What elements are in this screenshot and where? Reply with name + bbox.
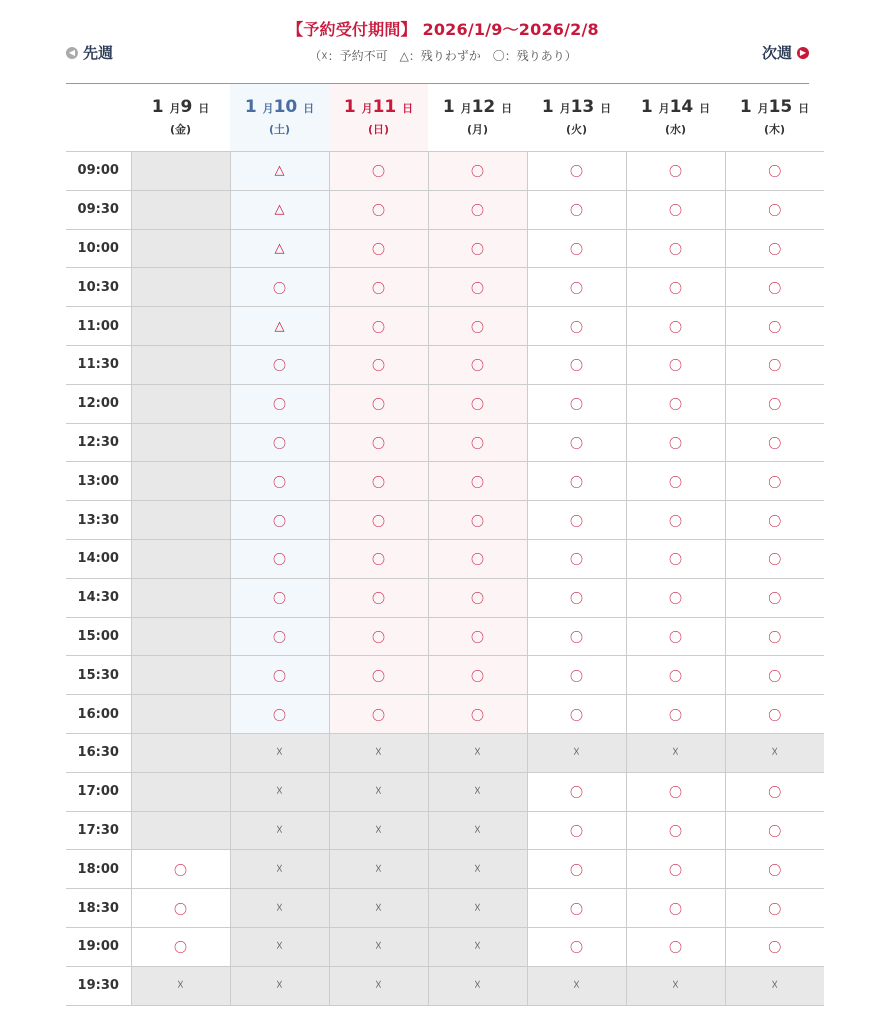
- slot-available[interactable]: 〇: [131, 927, 230, 966]
- day-date: [626, 97, 725, 119]
- slot-unavailable: ☓: [230, 811, 329, 850]
- slot-empty: [131, 539, 230, 578]
- day-unit: 日: [198, 102, 210, 115]
- slot-empty: [131, 307, 230, 346]
- slot-unavailable: ☓: [230, 850, 329, 889]
- slot-available[interactable]: 〇: [527, 578, 626, 617]
- weekday-label: (日): [367, 123, 390, 136]
- slot-available[interactable]: 〇: [626, 617, 725, 656]
- slot-available[interactable]: 〇: [527, 850, 626, 889]
- day-header: [725, 84, 824, 152]
- time-slot-row: [66, 307, 824, 346]
- time-label: 15:30: [66, 656, 131, 695]
- slot-empty: [131, 190, 230, 229]
- slot-available[interactable]: 〇: [329, 656, 428, 695]
- time-slot-row: [66, 345, 824, 384]
- time-slot-row: [66, 850, 824, 889]
- slot-available[interactable]: 〇: [329, 190, 428, 229]
- month-unit: 月: [559, 102, 571, 115]
- slot-available[interactable]: 〇: [527, 772, 626, 811]
- slot-empty: [131, 462, 230, 501]
- day-date: [527, 97, 626, 119]
- month-unit: 月: [460, 102, 472, 115]
- slot-empty: [131, 772, 230, 811]
- day-header: [527, 84, 626, 152]
- weekday-label: (水): [664, 123, 687, 136]
- schedule-table: [66, 84, 824, 1006]
- day-number: 12: [471, 97, 496, 117]
- slot-unavailable: ☓: [725, 733, 824, 772]
- time-slot-row: [66, 656, 824, 695]
- slot-available[interactable]: 〇: [527, 384, 626, 423]
- slot-empty: [131, 268, 230, 307]
- slot-available[interactable]: 〇: [725, 811, 824, 850]
- slot-available[interactable]: 〇: [329, 268, 428, 307]
- day-unit: 日: [402, 102, 414, 115]
- time-slot-row: [66, 423, 824, 462]
- slot-few-left[interactable]: △: [230, 190, 329, 229]
- prev-week-label: 先週: [83, 44, 114, 62]
- slot-unavailable: ☓: [626, 966, 725, 1005]
- slot-available[interactable]: 〇: [725, 229, 824, 268]
- slot-available[interactable]: 〇: [527, 927, 626, 966]
- slot-available[interactable]: 〇: [527, 268, 626, 307]
- time-slot-row: [66, 927, 824, 966]
- day-unit: 日: [798, 102, 810, 115]
- slot-available[interactable]: 〇: [626, 190, 725, 229]
- slot-available[interactable]: 〇: [527, 501, 626, 540]
- slot-available[interactable]: 〇: [725, 152, 824, 191]
- slot-available[interactable]: 〇: [626, 229, 725, 268]
- slot-available[interactable]: 〇: [428, 539, 527, 578]
- day-header: [230, 84, 329, 152]
- slot-available[interactable]: 〇: [329, 423, 428, 462]
- day-unit: 日: [303, 102, 315, 115]
- slot-few-left[interactable]: △: [230, 307, 329, 346]
- month-number: 1: [151, 97, 164, 117]
- slot-empty: [131, 733, 230, 772]
- slot-available[interactable]: 〇: [725, 501, 824, 540]
- slot-available[interactable]: 〇: [626, 307, 725, 346]
- slot-unavailable: ☓: [428, 927, 527, 966]
- time-label: 18:00: [66, 850, 131, 889]
- slot-available[interactable]: 〇: [329, 384, 428, 423]
- slot-available[interactable]: 〇: [725, 345, 824, 384]
- time-label: 15:00: [66, 617, 131, 656]
- slot-unavailable: ☓: [527, 966, 626, 1005]
- time-label: 17:30: [66, 811, 131, 850]
- slot-unavailable: ☓: [626, 733, 725, 772]
- slot-available[interactable]: 〇: [428, 384, 527, 423]
- slot-available[interactable]: 〇: [725, 190, 824, 229]
- day-number: 11: [372, 97, 397, 117]
- slot-available[interactable]: 〇: [428, 578, 527, 617]
- month-unit: 月: [262, 102, 274, 115]
- slot-available[interactable]: 〇: [725, 927, 824, 966]
- slot-available[interactable]: 〇: [527, 307, 626, 346]
- slot-available[interactable]: 〇: [725, 656, 824, 695]
- time-label: 19:30: [66, 966, 131, 1005]
- slot-available[interactable]: 〇: [527, 229, 626, 268]
- slot-available[interactable]: 〇: [329, 345, 428, 384]
- slot-few-left[interactable]: △: [230, 152, 329, 191]
- time-slot-row: [66, 772, 824, 811]
- month-number: 1: [244, 97, 257, 117]
- slot-available[interactable]: 〇: [230, 268, 329, 307]
- slot-unavailable: ☓: [428, 889, 527, 928]
- time-slot-row: [66, 501, 824, 540]
- day-date: [428, 97, 527, 119]
- weekday-label: (火): [565, 123, 588, 136]
- slot-available[interactable]: 〇: [527, 889, 626, 928]
- month-number: 1: [541, 97, 554, 117]
- slot-empty: [131, 617, 230, 656]
- slot-available[interactable]: 〇: [527, 190, 626, 229]
- slot-available[interactable]: 〇: [725, 462, 824, 501]
- time-label: 11:00: [66, 307, 131, 346]
- time-label: 12:00: [66, 384, 131, 423]
- time-slot-row: [66, 229, 824, 268]
- slot-available[interactable]: 〇: [626, 811, 725, 850]
- next-week-link[interactable]: [762, 42, 809, 63]
- slot-unavailable: ☓: [428, 811, 527, 850]
- slot-available[interactable]: 〇: [725, 695, 824, 734]
- slot-available[interactable]: 〇: [230, 345, 329, 384]
- slot-available[interactable]: 〇: [626, 850, 725, 889]
- month-number: 1: [739, 97, 752, 117]
- slot-available[interactable]: 〇: [527, 656, 626, 695]
- time-slot-row: [66, 695, 824, 734]
- slot-unavailable: ☓: [329, 850, 428, 889]
- prev-week-link[interactable]: [66, 42, 113, 63]
- slot-available[interactable]: 〇: [626, 423, 725, 462]
- slot-available[interactable]: 〇: [230, 578, 329, 617]
- slot-available[interactable]: 〇: [626, 578, 725, 617]
- slot-available[interactable]: 〇: [527, 617, 626, 656]
- slot-unavailable: ☓: [230, 772, 329, 811]
- slot-empty: [131, 578, 230, 617]
- day-number: 10: [273, 97, 298, 117]
- weekday-label: (月): [466, 123, 489, 136]
- time-slot-row: [66, 811, 824, 850]
- slot-available[interactable]: 〇: [527, 345, 626, 384]
- slot-empty: [131, 345, 230, 384]
- weekday-label: (土): [268, 123, 291, 136]
- slot-empty: [131, 695, 230, 734]
- slot-unavailable: ☓: [230, 733, 329, 772]
- slot-unavailable: ☓: [428, 850, 527, 889]
- time-label: 09:00: [66, 152, 131, 191]
- slot-available[interactable]: 〇: [725, 268, 824, 307]
- slot-available[interactable]: 〇: [725, 889, 824, 928]
- day-header-row: [66, 84, 824, 152]
- day-number: 14: [669, 97, 694, 117]
- day-unit: 日: [501, 102, 513, 115]
- day-header: [626, 84, 725, 152]
- time-label: 18:30: [66, 889, 131, 928]
- slot-available[interactable]: 〇: [725, 578, 824, 617]
- time-slot-row: [66, 578, 824, 617]
- slot-available[interactable]: 〇: [230, 423, 329, 462]
- slot-unavailable: ☓: [329, 927, 428, 966]
- slot-available[interactable]: 〇: [626, 695, 725, 734]
- slot-available[interactable]: 〇: [626, 152, 725, 191]
- day-header: [131, 84, 230, 152]
- slot-available[interactable]: 〇: [329, 695, 428, 734]
- day-number: 15: [768, 97, 793, 117]
- day-number: 9: [180, 97, 193, 117]
- slot-unavailable: ☓: [131, 966, 230, 1005]
- corner-cell: [66, 84, 131, 152]
- slot-available[interactable]: 〇: [428, 345, 527, 384]
- month-unit: 月: [757, 102, 769, 115]
- slot-available[interactable]: 〇: [329, 229, 428, 268]
- month-number: 1: [343, 97, 356, 117]
- time-label: 16:30: [66, 733, 131, 772]
- slot-available[interactable]: 〇: [428, 152, 527, 191]
- time-slot-row: [66, 617, 824, 656]
- slot-available[interactable]: 〇: [329, 462, 428, 501]
- slot-empty: [131, 656, 230, 695]
- slot-unavailable: ☓: [329, 811, 428, 850]
- time-label: 10:30: [66, 268, 131, 307]
- slot-available[interactable]: 〇: [329, 617, 428, 656]
- slot-available[interactable]: 〇: [527, 152, 626, 191]
- time-label: 19:00: [66, 927, 131, 966]
- slot-available[interactable]: 〇: [527, 811, 626, 850]
- slot-available[interactable]: 〇: [428, 617, 527, 656]
- slot-unavailable: ☓: [329, 733, 428, 772]
- slot-available[interactable]: 〇: [428, 501, 527, 540]
- weekday-label: (金): [169, 123, 192, 136]
- month-number: 1: [640, 97, 653, 117]
- slot-available[interactable]: 〇: [725, 772, 824, 811]
- day-date: [131, 97, 230, 119]
- slot-unavailable: ☓: [725, 966, 824, 1005]
- slot-available[interactable]: 〇: [329, 539, 428, 578]
- slot-available[interactable]: 〇: [626, 539, 725, 578]
- time-label: 17:00: [66, 772, 131, 811]
- slot-unavailable: ☓: [428, 772, 527, 811]
- slot-available[interactable]: 〇: [626, 268, 725, 307]
- slot-available[interactable]: 〇: [527, 539, 626, 578]
- day-date: [329, 97, 428, 119]
- slot-empty: [131, 811, 230, 850]
- chevron-right-icon: ▶: [797, 47, 809, 59]
- slot-few-left[interactable]: △: [230, 229, 329, 268]
- time-slot-row: [66, 462, 824, 501]
- slot-available[interactable]: 〇: [329, 307, 428, 346]
- availability-legend: （☓：予約不可 △：残りわずか 〇：残りあり）: [309, 49, 577, 63]
- slot-empty: [131, 501, 230, 540]
- slot-available[interactable]: 〇: [428, 268, 527, 307]
- slot-available[interactable]: 〇: [428, 229, 527, 268]
- day-unit: 日: [699, 102, 711, 115]
- time-slot-row: [66, 268, 824, 307]
- day-date: [725, 97, 824, 119]
- slot-available[interactable]: 〇: [626, 772, 725, 811]
- time-label: 13:00: [66, 462, 131, 501]
- time-slot-row: [66, 889, 824, 928]
- month-unit: 月: [658, 102, 670, 115]
- time-label: 11:30: [66, 345, 131, 384]
- slot-available[interactable]: 〇: [527, 462, 626, 501]
- slot-unavailable: ☓: [230, 966, 329, 1005]
- slot-available[interactable]: 〇: [230, 656, 329, 695]
- slot-available[interactable]: 〇: [626, 927, 725, 966]
- slot-available[interactable]: 〇: [725, 384, 824, 423]
- slot-available[interactable]: 〇: [131, 889, 230, 928]
- slot-available[interactable]: 〇: [626, 345, 725, 384]
- time-slot-row: [66, 384, 824, 423]
- slot-available[interactable]: 〇: [527, 423, 626, 462]
- slot-unavailable: ☓: [230, 927, 329, 966]
- slot-available[interactable]: 〇: [428, 423, 527, 462]
- slot-available[interactable]: 〇: [230, 617, 329, 656]
- slot-empty: [131, 384, 230, 423]
- slot-available[interactable]: 〇: [329, 501, 428, 540]
- time-label: 13:30: [66, 501, 131, 540]
- slot-unavailable: ☓: [428, 733, 527, 772]
- slot-available[interactable]: 〇: [725, 307, 824, 346]
- slot-unavailable: ☓: [329, 772, 428, 811]
- time-label: 09:30: [66, 190, 131, 229]
- slot-available[interactable]: 〇: [329, 578, 428, 617]
- slot-available[interactable]: 〇: [230, 695, 329, 734]
- slot-available[interactable]: 〇: [230, 539, 329, 578]
- time-label: 14:30: [66, 578, 131, 617]
- day-header: [329, 84, 428, 152]
- day-header: [428, 84, 527, 152]
- month-unit: 月: [169, 102, 181, 115]
- day-date: [230, 97, 329, 119]
- slot-unavailable: ☓: [230, 889, 329, 928]
- time-label: 10:00: [66, 229, 131, 268]
- slot-available[interactable]: 〇: [131, 850, 230, 889]
- slot-available[interactable]: 〇: [428, 695, 527, 734]
- slot-available[interactable]: 〇: [230, 384, 329, 423]
- slot-available[interactable]: 〇: [626, 462, 725, 501]
- slot-available[interactable]: 〇: [428, 656, 527, 695]
- slot-available[interactable]: 〇: [527, 695, 626, 734]
- slot-empty: [131, 229, 230, 268]
- time-label: 12:30: [66, 423, 131, 462]
- chevron-left-icon: ◀: [66, 47, 78, 59]
- time-slot-row: [66, 152, 824, 191]
- slot-available[interactable]: 〇: [725, 423, 824, 462]
- time-slot-row: [66, 539, 824, 578]
- slot-unavailable: ☓: [428, 966, 527, 1005]
- slot-available[interactable]: 〇: [725, 850, 824, 889]
- slot-available[interactable]: 〇: [230, 462, 329, 501]
- slot-available[interactable]: 〇: [725, 617, 824, 656]
- time-slot-row: [66, 733, 824, 772]
- time-slot-row: [66, 190, 824, 229]
- slot-unavailable: ☓: [329, 966, 428, 1005]
- month-number: 1: [442, 97, 455, 117]
- month-unit: 月: [361, 102, 373, 115]
- slot-available[interactable]: 〇: [626, 384, 725, 423]
- slot-empty: [131, 152, 230, 191]
- slot-available[interactable]: 〇: [230, 501, 329, 540]
- slot-available[interactable]: 〇: [626, 501, 725, 540]
- time-label: 16:00: [66, 695, 131, 734]
- slot-available[interactable]: 〇: [428, 307, 527, 346]
- day-unit: 日: [600, 102, 612, 115]
- slot-available[interactable]: 〇: [428, 462, 527, 501]
- slot-available[interactable]: 〇: [428, 190, 527, 229]
- slot-available[interactable]: 〇: [626, 889, 725, 928]
- slot-unavailable: ☓: [329, 889, 428, 928]
- slot-empty: [131, 423, 230, 462]
- reservation-period: 【予約受付期間】 2026/1/9〜2026/2/8: [287, 20, 599, 39]
- slot-available[interactable]: 〇: [329, 152, 428, 191]
- weekday-label: (木): [763, 123, 786, 136]
- slot-unavailable: ☓: [527, 733, 626, 772]
- slot-available[interactable]: 〇: [725, 539, 824, 578]
- time-slot-row: [66, 966, 824, 1005]
- day-number: 13: [570, 97, 595, 117]
- slot-available[interactable]: 〇: [626, 656, 725, 695]
- next-week-label: 次週: [761, 44, 792, 62]
- time-label: 14:00: [66, 539, 131, 578]
